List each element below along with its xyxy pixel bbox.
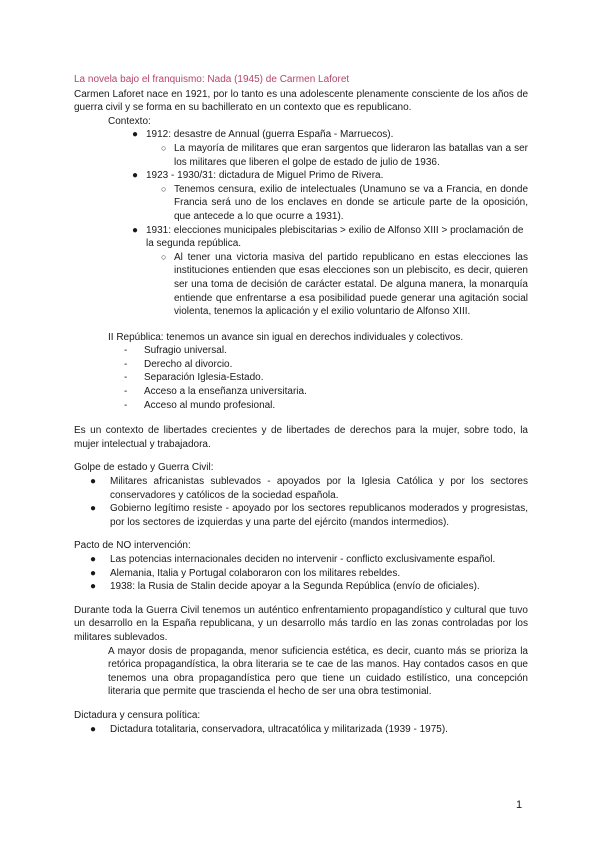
list-item: ● 1923 - 1930/31: dictadura de Miguel Primo de Rivera. bbox=[132, 170, 384, 182]
intro-paragraph: Carmen Laforet nace en 1921, por lo tanto es una adolescente plenamente consciente de los años de guerra civil y se forma en su bachillerato en un contexto que es republicano. bbox=[74, 88, 528, 114]
contexto-list bbox=[74, 128, 528, 318]
bullet-icon: ● bbox=[132, 170, 139, 182]
bullet-icon: ● bbox=[90, 503, 97, 515]
list-item: ● Alemania, Italia y Portugal colaboraron con los militares rebeldes. bbox=[90, 567, 401, 579]
dash-bullet-icon: - bbox=[124, 386, 128, 398]
republica-intro: II República: tenemos un avance sin igual en derechos individuales y colectivos. bbox=[108, 331, 464, 343]
list-item: ● 1931: elecciones municipales plebiscitarias > exilio de Alfonso XIII > proclamación de la segunda república. bbox=[132, 224, 524, 250]
circle-bullet-icon: ○ bbox=[161, 183, 167, 194]
list-item: ● Gobierno legítimo resiste - apoyado por los sectores republicanos moderados y progresistas, por los sectores de izquierdas y una parte del ejército (mandos intermedios). bbox=[90, 503, 528, 528]
contexto-label: Contexto: bbox=[108, 115, 151, 127]
dash-bullet-icon: - bbox=[124, 399, 128, 411]
list-item: ● Las potencias internacionales deciden no intervenir - conflicto exclusivamente español. bbox=[90, 554, 496, 565]
page-number: 1 bbox=[516, 799, 523, 811]
list-item: - Derecho al divorcio. bbox=[124, 358, 233, 370]
dictadura-heading: Dictadura y censura política: bbox=[74, 709, 201, 721]
dash-bullet-icon: - bbox=[124, 372, 128, 384]
list-item: ● 1938: la Rusia de Stalin decide apoyar a la Segunda República (envío de oficiales). bbox=[90, 581, 480, 593]
golpe-list bbox=[74, 475, 528, 529]
bullet-icon: ● bbox=[90, 723, 97, 735]
bullet-icon: ● bbox=[90, 476, 97, 488]
page-content bbox=[74, 73, 528, 736]
document-title: La novela bajo el franquismo: Nada (1945) de Carmen Laforet bbox=[74, 74, 350, 85]
list-item: - Acceso al mundo profesional. bbox=[124, 399, 276, 411]
bullet-icon: ● bbox=[90, 581, 97, 593]
bullet-icon: ● bbox=[132, 224, 139, 236]
list-item: - Separación Iglesia-Estado. bbox=[124, 372, 264, 384]
propaganda-paragraph: A mayor dosis de propaganda, menor suficiencia estética, es decir, cuanto más se prioriza la retórica propagandística, la obra literaria se te cae de las manos. Hay contados casos en que tenemos una obra propagandística pero que tiene un cuidado estilístico, una concepción literaria que permite que trascienda el hecho de ser una obra testimonial. bbox=[108, 645, 528, 698]
list-item: ○ Al tener una victoria masiva del partido republicano en estas elecciones las instituciones entienden que esas elecciones son un plebiscito, es decir, quieren ser una toma de decisión de carácter estatal. De alguna manera, la monarquía entiende que enfrentarse a esa posibilidad puede generar una agitación social violenta, tenemos la aplicación y el exilio voluntario de Alfonso XIII. bbox=[161, 251, 528, 318]
bullet-icon: ● bbox=[90, 554, 97, 565]
republica-list bbox=[74, 344, 528, 412]
pacto-list bbox=[74, 553, 528, 594]
pacto-heading: Pacto de NO intervención: bbox=[74, 540, 191, 552]
golpe-heading: Golpe de estado y Guerra Civil: bbox=[74, 462, 214, 474]
list-item: - Sufragio universal. bbox=[124, 345, 227, 357]
libertades-paragraph: Es un contexto de libertades crecientes y de libertades de derechos para la mujer, sobre todo, la mujer intelectual y trabajadora. bbox=[74, 425, 528, 450]
bullet-icon: ● bbox=[90, 567, 97, 579]
list-item: ○ La mayoría de militares que eran sargentos que lideraron las batallas van a ser los militares que liberen el golpe de estado de julio de 1936. bbox=[161, 142, 528, 168]
list-item: ● 1912: desastre de Annual (guerra España - Marruecos). bbox=[132, 129, 394, 141]
list-item: ○ Tenemos censura, exilio de intelectuales (Unamuno se va a Francia, en donde Francia será uno de los enclaves en donde se articule parte de la oposición, que antecede a lo que ocurre a 1931). bbox=[161, 183, 528, 222]
dash-bullet-icon: - bbox=[124, 358, 128, 370]
list-item: ● Militares africanistas sublevados - apoyados por la Iglesia Católica y por los sectores conservadores y católicos de la sociedad española. bbox=[90, 476, 528, 501]
guerra-paragraph: Durante toda la Guerra Civil tenemos un auténtico enfrentamiento propagandístico y cultural que tuvo un desarrollo en la España republicana, y un desarrollo más tardío en las zonas controladas por los militares sublevados. bbox=[74, 604, 528, 643]
list-item: - Acceso a la enseñanza universitaria. bbox=[124, 386, 307, 398]
list-item: ● Dictadura totalitaria, conservadora, ultracatólica y militarizada (1939 - 1975). bbox=[90, 723, 448, 735]
dictadura-list bbox=[74, 723, 528, 737]
bullet-icon: ● bbox=[132, 129, 139, 141]
circle-bullet-icon: ○ bbox=[161, 251, 167, 262]
circle-bullet-icon: ○ bbox=[161, 142, 167, 153]
dash-bullet-icon: - bbox=[124, 345, 128, 357]
